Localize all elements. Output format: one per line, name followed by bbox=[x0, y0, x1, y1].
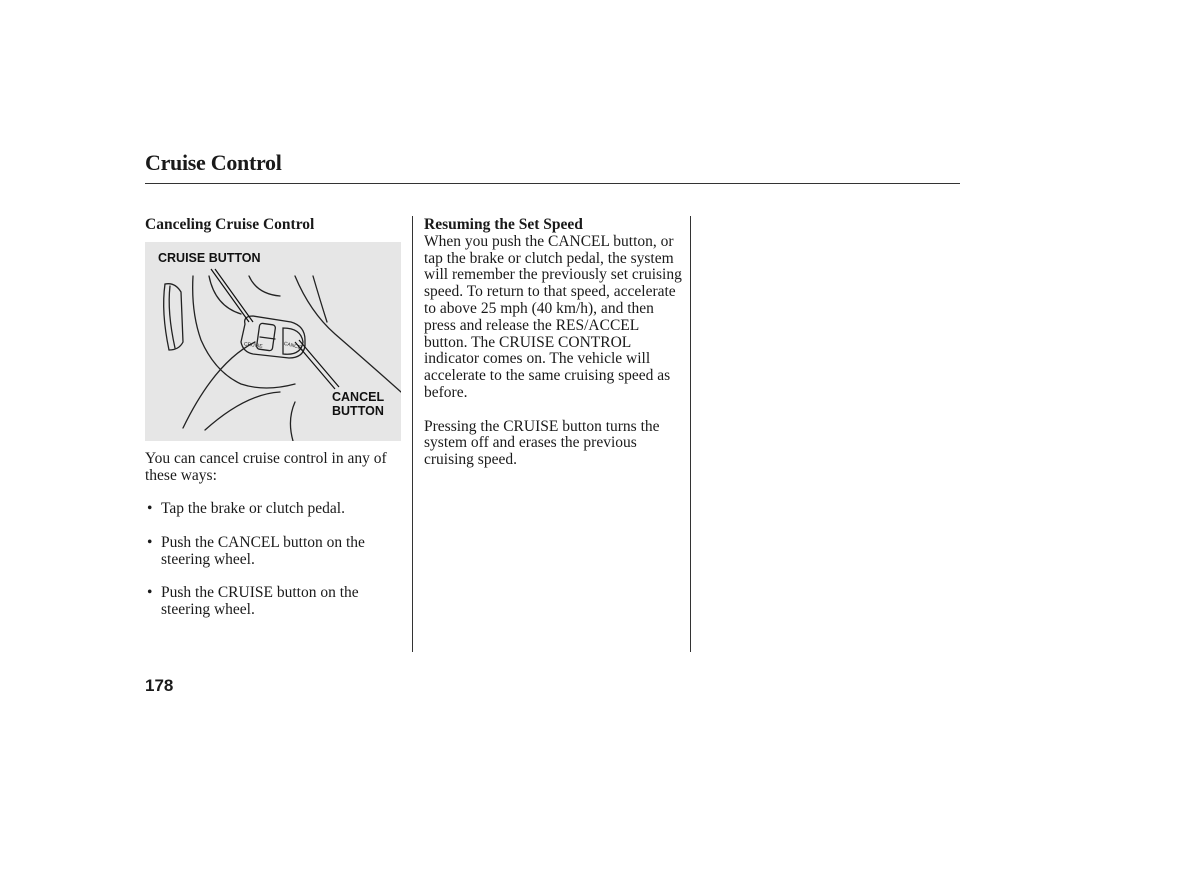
page-title: Cruise Control bbox=[145, 150, 282, 175]
cruise-off-paragraph: Pressing the CRUISE button turns the system off and erases the previous cruising speed. bbox=[424, 417, 660, 469]
column-divider bbox=[690, 216, 691, 652]
cancel-button-callout: CANCEL BUTTON bbox=[332, 390, 385, 418]
cruise-button-callout: CRUISE BUTTON bbox=[158, 251, 261, 265]
section-heading-canceling: Canceling Cruise Control bbox=[145, 216, 315, 233]
column-divider bbox=[412, 216, 413, 652]
title-rule bbox=[145, 183, 960, 184]
left-column-body bbox=[145, 451, 403, 636]
list-item: • Push the CANCEL button on the steering wheel. bbox=[147, 533, 365, 568]
resume-paragraph: When you push the CANCEL button, or tap the brake or clutch pedal, the system will remember the previously set cruising speed. To return to that speed, accelerate to above 25 mph (40 km/h), and then press and release the RES/ACCEL button. The CRUISE CONTROL indicator comes on. The vehicle will accelerate to the same cruising speed as before. bbox=[424, 232, 682, 401]
list-item: • Tap the brake or clutch pedal. bbox=[147, 500, 345, 518]
list-item: • Push the CRUISE button on the steering wheel. bbox=[147, 584, 359, 619]
cancel-button-glyph: CANCEL bbox=[283, 340, 305, 352]
left-column bbox=[145, 217, 403, 234]
cruise-button-glyph: CRUISE bbox=[243, 341, 264, 350]
section-heading-resuming: Resuming the Set Speed bbox=[424, 216, 583, 233]
intro-text: You can cancel cruise control in any of these ways: bbox=[145, 450, 387, 484]
middle-column bbox=[424, 217, 686, 469]
steering-wheel-illustration bbox=[145, 242, 401, 441]
page-number: 178 bbox=[145, 676, 174, 695]
cancel-methods-list bbox=[145, 501, 403, 619]
